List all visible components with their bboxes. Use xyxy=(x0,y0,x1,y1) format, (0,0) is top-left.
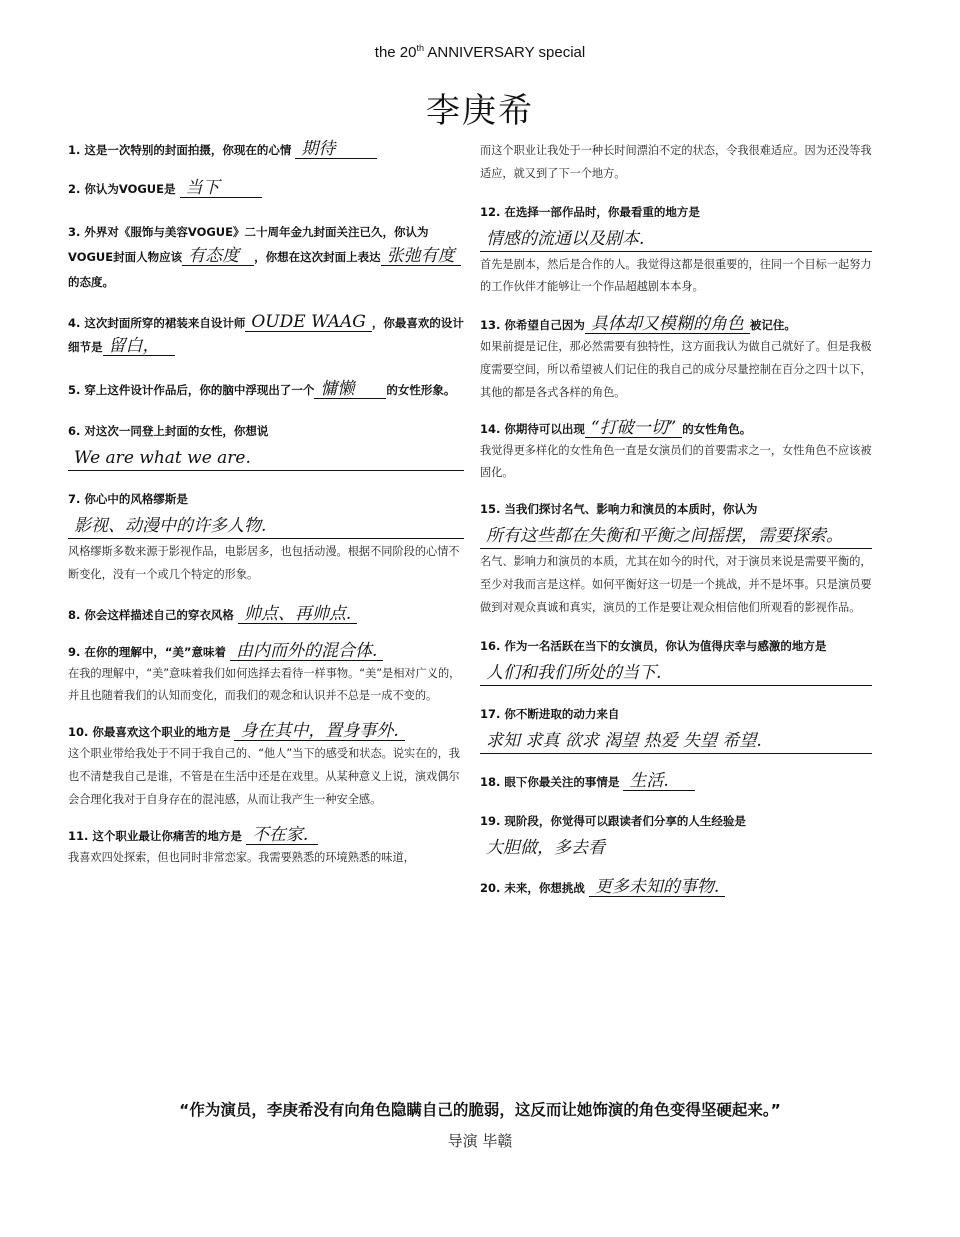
question-16: 16. 作为一名活跃在当下的女演员，你认为值得庆幸与感激的地方是 人们和我们所处的当下. xyxy=(480,636,872,686)
answer-13: 具体却又模糊的角色 xyxy=(585,315,750,334)
question-13: 13. 你希望自己因为 具体却又模糊的角色 被记住。 如果前提是记住，那必然需要有独特性，这方面我认为做自己就好了。但是我极度需要空间，所以希望被人们记住的我自己的成分尽量控制在百分之四十以下，其他的都是各式各样的角色。 xyxy=(480,315,872,404)
answer-4b: 留白， xyxy=(103,337,175,356)
answer-8: 帅点、再帅点. xyxy=(238,605,357,624)
answer-11: 不在家. xyxy=(246,826,318,845)
page-title: 李庚希 xyxy=(426,91,534,131)
question-17: 17. 你不断进取的动力来自 求知 求真 欲求 渴望 热爱 失望 希望. xyxy=(480,704,872,754)
right-column xyxy=(480,140,872,913)
answer-16: 人们和我们所处的当下. xyxy=(480,659,872,686)
paragraph-15: 名气、影响力和演员的本质，尤其在如今的时代，对于演员来说是需要平衡的，至少对我而言是这样。如何平衡好这一切是一个挑战，并不是坏事。只是演员要做到对观众真诚和真实，演员的工作是要让观众相信他们所观看的影视作品。 xyxy=(480,555,872,614)
paragraph-10: 这个职业带给我处于不同于我自己的、“他人”当下的感受和状态。说实在的，我也不清楚我自己是谁，不管是在生活中还是在戏里。从某种意义上说，演戏偶尔会合理化我对于自身存在的混沌感，从而让我产生一种安全感。 xyxy=(68,747,460,806)
question-18: 18. 眼下你最关注的事情是 生活. xyxy=(480,772,872,793)
question-10: 10. 你最喜欢这个职业的地方是 身在其中，置身事外. 这个职业带给我处于不同于我自己的、“他人”当下的感受和状态。说实在的，我也不清楚我自己是谁，不管是在生活中还是在戏里。从某种意义上说，演戏偶尔会合理化我对于自身存在的混沌感，从而让我产生一种安全感。 xyxy=(68,722,464,811)
answer-3b: 张弛有度 xyxy=(381,247,461,266)
paragraph-14: 我觉得更多样化的女性角色一直是女演员们的首要需求之一，女性角色不应该被固化。 xyxy=(480,443,872,480)
magazine-header: the 20th ANNIVERSARY special xyxy=(374,43,586,61)
answer-2: 当下 xyxy=(180,179,262,198)
question-15: 15. 当我们探讨名气、影响力和演员的本质时，你认为 所有这些都在失衡和平衡之间摇摆，需要探索。 名气、影响力和演员的本质，尤其在如今的时代，对于演员来说是需要平衡的，至少对我而言是这样。如何平衡好这一切是一个挑战，并不是坏事。只是演员要做到对观众真诚和真实，演员的工作是要让观众相信他们所观看的影视作品。 xyxy=(480,499,872,619)
question-3: 3. 外界对《服饰与美容VOGUE》二十周年金九封面关注已久，你认为VOGUE封面人物应该 有态度 ，你想在这次封面上表达 张弛有度的态度。 xyxy=(68,220,464,295)
answer-17: 求知 求真 欲求 渴望 热爱 失望 希望. xyxy=(480,727,872,754)
question-11: 11. 这个职业最让你痛苦的地方是 不在家. 我喜欢四处探索，但也同时非常恋家。我需要熟悉的环境熟悉的味道， xyxy=(68,826,464,870)
question-12: 12. 在选择一部作品时，你最看重的地方是 情感的流通以及剧本. 首先是剧本，然后是合作的人。我觉得这都是很重要的，往同一个目标一起努力的工作伙伴才能够让一个作品超越剧本本身。 xyxy=(480,202,872,300)
question-7: 7. 你心中的风格缪斯是 影视、动漫中的许多人物. 风格缪斯多数来源于影视作品，电影居多，也包括动漫。根据不同阶段的心情不断变化，没有一个或几个特定的形象。 xyxy=(68,489,464,587)
answer-6: We are what we are. xyxy=(68,444,464,471)
paragraph-12: 首先是剧本，然后是合作的人。我觉得这都是很重要的，往同一个目标一起努力的工作伙伴才能够让一个作品超越剧本本身。 xyxy=(480,257,872,294)
quote-credit: 导演 毕赣 xyxy=(447,1132,513,1150)
question-6: 6. 对这次一同登上封面的女性，你想说 We are what we are. xyxy=(68,421,464,471)
paragraph-13: 如果前提是记住，那必然需要有独特性，这方面我认为做自己就好了。但是我极度需要空间，所以希望被人们记住的我自己的成分尽量控制在百分之四十以下，其他的都是各式各样的角色。 xyxy=(480,340,872,399)
paragraph-11: 我喜欢四处探索，但也同时非常恋家。我需要熟悉的环境熟悉的味道， xyxy=(68,850,415,864)
question-20: 20. 未来，你想挑战 更多未知的事物. xyxy=(480,878,872,899)
answer-18: 生活. xyxy=(623,772,695,791)
answer-19: 大胆做，多去看 xyxy=(486,837,605,858)
question-4: 4. 这次封面所穿的裙装来自设计师 OUDE WAAG ，你最喜欢的设计细节是 留白， xyxy=(68,312,464,356)
director-quote: “作为演员，李庚希没有向角色隐瞒自己的脆弱，这反而让她饰演的角色变得坚硬起来。” xyxy=(179,1101,781,1119)
question-1: 1. 这是一次特别的封面拍摄，你现在的心情 期待 xyxy=(68,140,464,161)
question-5: 5. 穿上这件设计作品后，你的脑中浮现出了一个 慵懒 的女性形象。 xyxy=(68,379,456,399)
question-8: 8. 你会这样描述自己的穿衣风格 帅点、再帅点. xyxy=(68,605,464,626)
question-9: 9. 在你的理解中，“美”意味着 由内而外的混合体. 在我的理解中，“美”意味着我们如何选择去看待一样事物。“美”是相对广义的，并且也随着我们的认知而变化，而我们的观念和认识并不总是一成不变的。 xyxy=(68,642,464,709)
answer-5: 慵懒 xyxy=(314,380,386,399)
continued-paragraph: 而这个职业让我处于一种长时间漂泊不定的状态，令我很难适应。因为还没等我适应，就又到了下一个地方。 xyxy=(480,144,872,180)
answer-10: 身在其中，置身事外. xyxy=(234,722,404,741)
answer-9: 由内而外的混合体. xyxy=(230,642,383,661)
answer-12: 情感的流通以及剧本. xyxy=(480,225,872,252)
question-2: 2. 你认为VOGUE是 当下 xyxy=(68,179,464,200)
answer-1: 期待 xyxy=(295,140,377,159)
left-column xyxy=(68,140,464,883)
answer-15: 所有这些都在失衡和平衡之间摇摆，需要探索。 xyxy=(480,522,872,549)
answer-4a: OUDE WAAG xyxy=(245,313,371,332)
answer-14: “打破一切” xyxy=(585,419,682,438)
paragraph-7: 风格缪斯多数来源于影视作品，电影居多，也包括动漫。根据不同阶段的心情不断变化，没有一个或几个特定的形象。 xyxy=(68,545,460,581)
answer-20: 更多未知的事物. xyxy=(589,878,725,897)
answer-3a: 有态度 xyxy=(182,247,254,266)
paragraph-9: 在我的理解中，“美”意味着我们如何选择去看待一样事物。“美”是相对广义的，并且也随着我们的认知而变化，而我们的观念和认识并不总是一成不变的。 xyxy=(68,666,461,703)
question-19: 19. 现阶段，你觉得可以跟读者们分享的人生经验是 大胆做，多去看 xyxy=(480,811,872,860)
answer-7: 影视、动漫中的许多人物. xyxy=(68,512,464,539)
question-14: 14. 你期待可以出现 “打破一切” 的女性角色。 我觉得更多样化的女性角色一直是女演员们的首要需求之一，女性角色不应该被固化。 xyxy=(480,419,872,486)
